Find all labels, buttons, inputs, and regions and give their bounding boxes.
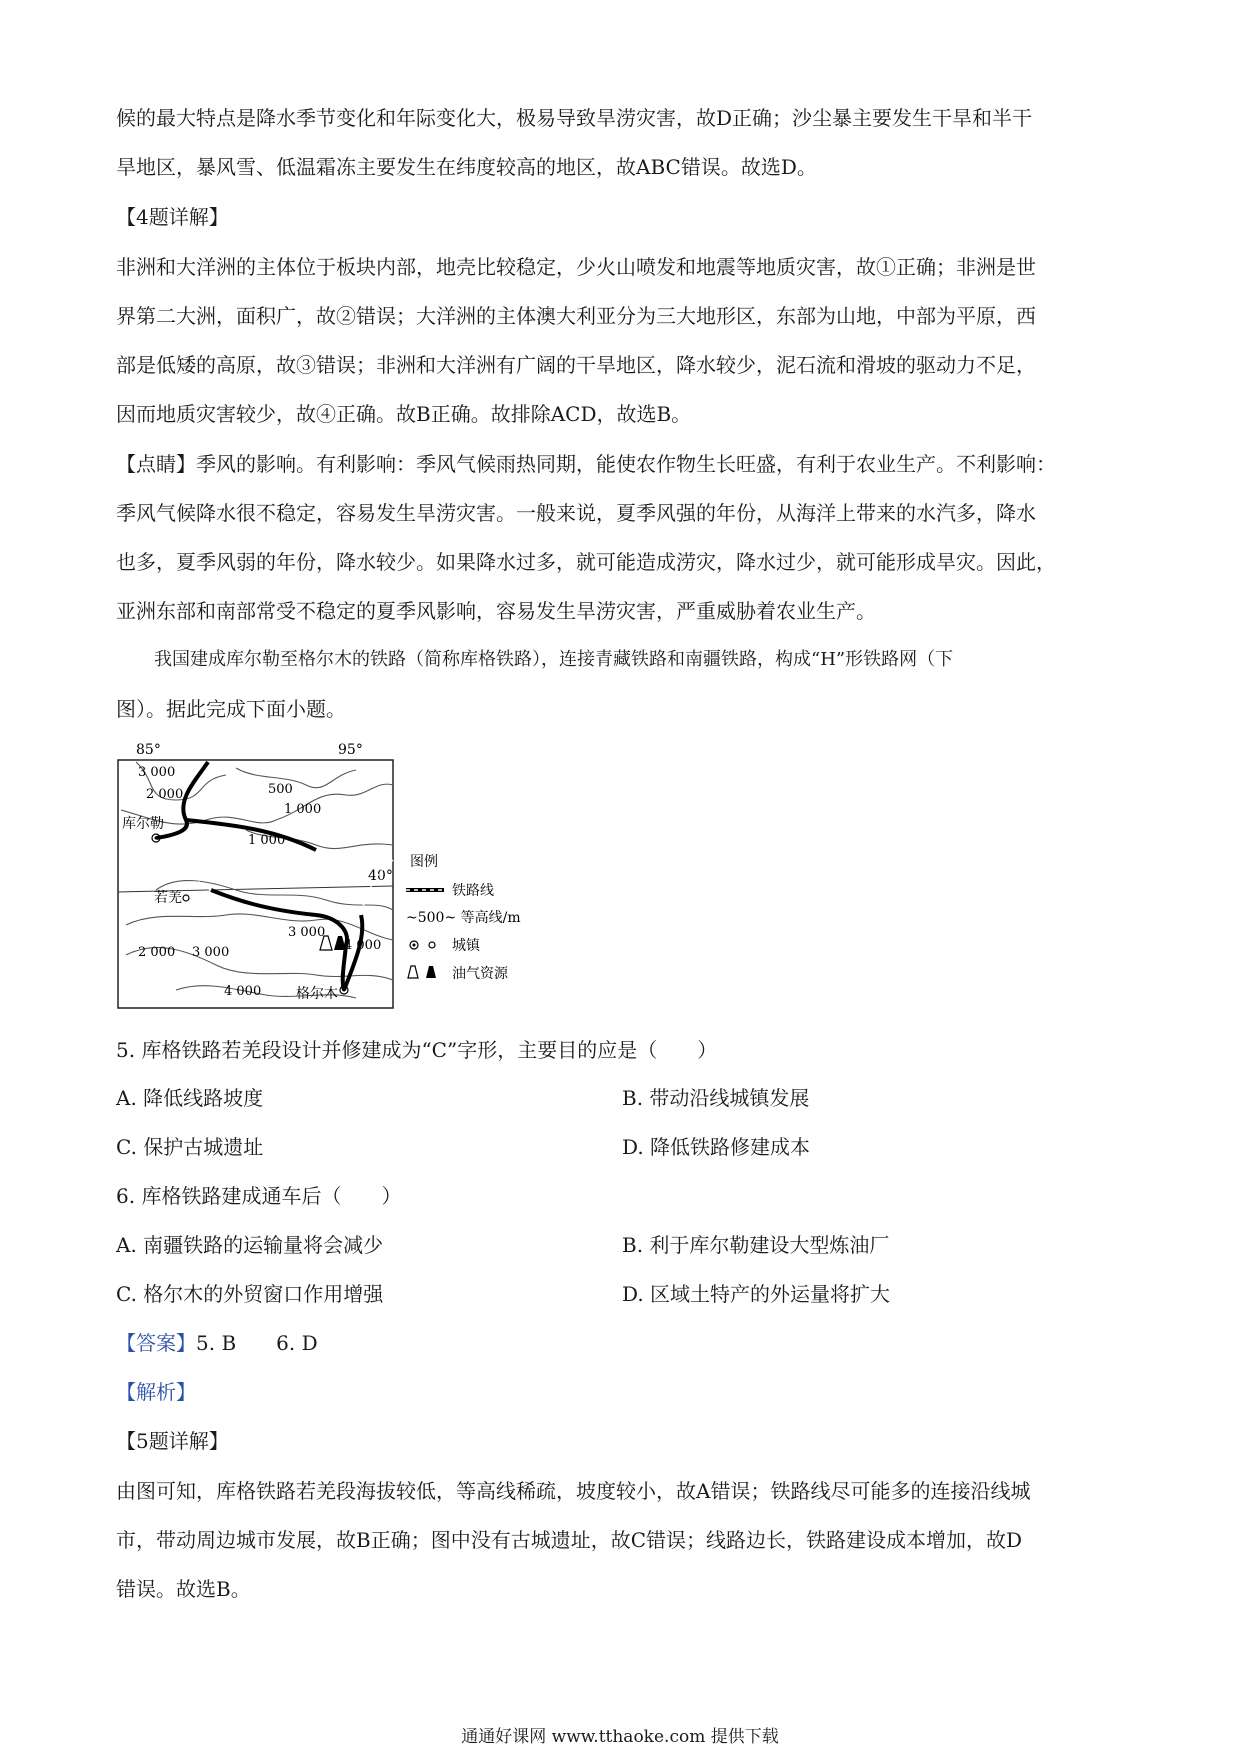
detail-title: 【5题详解】	[116, 1429, 229, 1453]
legend-oil: 油气资源	[452, 966, 508, 982]
paragraph-line: 非洲和大洋洲的主体位于板块内部，地壳比较稳定，少火山喷发和地震等地质灾害，故①正确；非洲是世	[116, 255, 1036, 279]
contour-label: 3 000	[288, 925, 326, 940]
contour-label: 3 000	[192, 945, 230, 960]
contour-label: 500	[268, 782, 293, 797]
lon-label-95: 95°	[338, 742, 363, 758]
detail-line: 市，带动周边城市发展，故B正确；图中没有古城遗址，故C错误；线路边长，铁路建设成本增加，故D	[116, 1528, 1023, 1552]
legend-railway: 铁路线	[452, 883, 494, 899]
paragraph-line: 界第二大洲，面积广，故②错误；大洋洲的主体澳大利亚分为三大地形区，东部为山地，中部为平原，西	[116, 304, 1036, 328]
paragraph-line: 候的最大特点是降水季节变化和年际变化大，极易导致旱涝灾害，故D正确；沙尘暴主要发生干旱和半干	[116, 106, 1033, 130]
legend-contour: ~500~ 等高线/m	[406, 910, 521, 926]
lon-label-85: 85°	[136, 742, 161, 758]
paragraph-line: 我国建成库尔勒至格尔木的铁路（简称库格铁路），连接青藏铁路和南疆铁路，构成“H”形铁路网（下	[154, 649, 954, 670]
answer-option: B. 利于库尔勒建设大型炼油厂	[622, 1233, 890, 1257]
answer-label: 【答案】	[116, 1331, 196, 1355]
answer-text: 5. B 6. D	[196, 1331, 318, 1355]
question-stem: 5. 库格铁路若羌段设计并修建成为“C”字形，主要目的应是（ ）	[116, 1038, 718, 1062]
paragraph-line: 图）。据此完成下面小题。	[116, 697, 346, 721]
answer-option: C. 保护古城遗址	[116, 1135, 264, 1159]
railway-map-figure	[116, 740, 546, 1010]
answer-option: D. 区域土特产的外运量将扩大	[622, 1282, 891, 1306]
paragraph-line: 也多，夏季风弱的年份，降水较少。如果降水过多，就可能造成涝灾，降水过少，就可能形成旱灾。因此，	[116, 550, 1056, 574]
answer-option: D. 降低铁路修建成本	[622, 1135, 811, 1159]
city-label: 若羌	[154, 890, 182, 906]
page-footer: 通通好课网 www.tthaoke.com 提供下载	[461, 1727, 779, 1747]
paragraph-line: 【点睛】季风的影响。有利影响：季风气候雨热同期，能使农作物生长旺盛，有利于农业生产。不利影响：	[116, 452, 1056, 476]
paragraph-line: 旱地区，暴风雪、低温霜冻主要发生在纬度较高的地区，故ABC错误。故选D。	[116, 155, 817, 179]
question-stem: 6. 库格铁路建成通车后（ ）	[116, 1184, 402, 1208]
contour-label: 1 000	[284, 802, 322, 817]
answer-option: B. 带动沿线城镇发展	[622, 1086, 810, 1110]
answer-option: C. 格尔木的外贸窗口作用增强	[116, 1282, 384, 1306]
paragraph-line: 【4题详解】	[116, 205, 229, 229]
contour-label: 1 000	[248, 833, 286, 848]
answer-option: A. 降低线路坡度	[116, 1086, 264, 1110]
lat-label: 40°	[368, 868, 393, 884]
paragraph-line: 亚洲东部和南部常受不稳定的夏季风影响，容易发生旱涝灾害，严重威胁着农业生产。	[116, 599, 876, 623]
contour-label: 3 000	[138, 765, 176, 780]
contour-label: 4 000	[344, 938, 382, 953]
contour-label: 2 000	[146, 787, 184, 802]
answer-option: A. 南疆铁路的运输量将会减少	[116, 1233, 384, 1257]
analysis-label: 【解析】	[116, 1380, 196, 1404]
paragraph-line: 因而地质灾害较少，故④正确。故B正确。故排除ACD，故选B。	[116, 402, 692, 426]
answer-line	[116, 1330, 1126, 1356]
contour-label: 2 000	[138, 945, 176, 960]
legend-city: 城镇	[452, 938, 480, 954]
detail-line: 错误。故选B。	[116, 1577, 251, 1601]
city-label: 格尔木	[296, 986, 338, 1002]
paragraph-line: 部是低矮的高原，故③错误；非洲和大洋洲有广阔的干旱地区，降水较少，泥石流和滑坡的驱动力不足，	[116, 353, 1036, 377]
city-marker	[183, 895, 189, 901]
contour-label: 4 000	[224, 984, 262, 999]
legend-title: 图例	[410, 854, 438, 870]
paragraph-line: 季风气候降水很不稳定，容易发生旱涝灾害。一般来说，夏季风强的年份，从海洋上带来的水汽多，降水	[116, 501, 1036, 525]
city-label: 库尔勒	[122, 816, 164, 832]
detail-line: 由图可知，库格铁路若羌段海拔较低，等高线稀疏，坡度较小，故A错误；铁路线尽可能多的连接沿线城	[116, 1479, 1031, 1503]
